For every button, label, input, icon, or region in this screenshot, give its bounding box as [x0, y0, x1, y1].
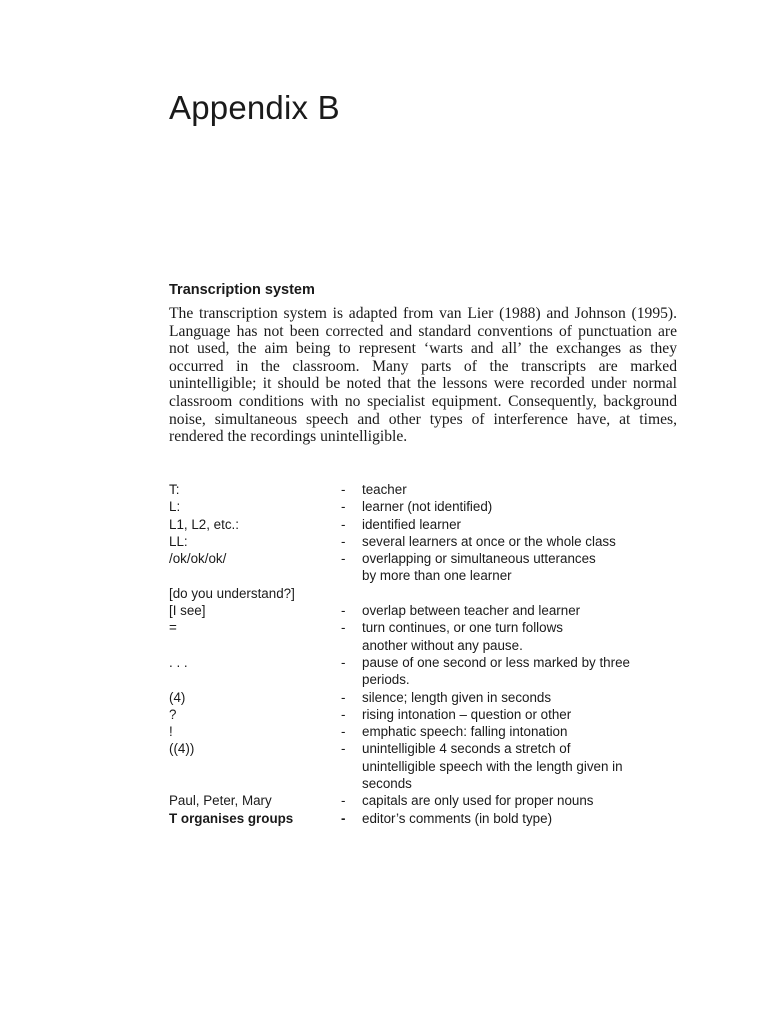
legend-row [169, 585, 689, 602]
legend-symbol: . . . [169, 654, 188, 670]
legend-row [169, 481, 689, 498]
legend-row [169, 792, 689, 809]
legend-symbol: LL: [169, 533, 188, 549]
legend-row [169, 654, 689, 689]
legend-description [362, 533, 689, 550]
legend-row [169, 602, 689, 619]
legend-row [169, 533, 689, 550]
legend-symbol: [do you understand?] [169, 585, 295, 601]
legend-description-line: identified learner [362, 516, 462, 532]
legend-description-line: unintelligible speech with the length given in [362, 758, 623, 774]
legend-dash: - [341, 620, 346, 636]
legend-row [169, 810, 689, 827]
legend-description-line: learner (not identified) [362, 499, 493, 515]
legend-row [169, 619, 689, 654]
legend-dash: - [341, 499, 346, 515]
legend-symbol: T organises groups [169, 810, 294, 826]
legend-description [362, 792, 689, 809]
legend-description-line: unintelligible 4 seconds a stretch of [362, 741, 571, 757]
legend-description-line: overlapping or simultaneous utterances [362, 551, 596, 567]
legend-symbol: ? [169, 706, 177, 722]
legend-description [362, 550, 689, 585]
intro-paragraph: The transcription system is adapted from van Lier (1988) and Johnson (1995). Language has not been corrected and standard conventions of punctuation are not used, the aim being to represent ‘warts and all’ the exchanges as they occurred in the classroom. Many parts of the transcripts are marked unintelligible; it should be noted that the lessons were recorded under normal classroom conditions with no specialist equipment. Consequently, background noise, simultaneous speech and other types of interference have, at times, rendered the recordings unintelligible. [169, 305, 677, 446]
legend-symbol: L: [169, 499, 181, 515]
legend-description-line: editor’s comments (in bold type) [362, 810, 553, 826]
legend-description-line: periods. [362, 672, 410, 688]
legend-dash: - [341, 793, 346, 809]
legend-symbol: = [169, 620, 177, 636]
legend-symbol: (4) [169, 689, 186, 705]
legend-dash: - [341, 654, 346, 670]
legend-row [169, 689, 689, 706]
legend-description [362, 602, 689, 619]
legend-dash: - [341, 603, 346, 619]
legend-row [169, 706, 689, 723]
legend-description-line: several learners at once or the whole class [362, 533, 616, 549]
legend-dash: - [341, 482, 346, 497]
legend-symbol: T: [169, 482, 180, 497]
legend-row [169, 550, 689, 585]
legend-row [169, 516, 689, 533]
legend-description-line: capitals are only used for proper nouns [362, 793, 594, 809]
section-heading: Transcription system [169, 282, 315, 298]
legend-dash: - [341, 706, 346, 722]
legend-description-line: seconds [362, 776, 412, 792]
legend-description-line: pause of one second or less marked by three [362, 654, 630, 670]
legend-symbol: Paul, Peter, Mary [169, 793, 272, 809]
legend-symbol: ((4)) [169, 741, 195, 757]
legend-dash: - [341, 741, 346, 757]
page-title: Appendix B [169, 89, 340, 126]
legend-description [362, 481, 689, 498]
legend-description-line: silence; length given in seconds [362, 689, 552, 705]
legend-description-line: overlap between teacher and learner [362, 603, 581, 619]
legend-dash: - [341, 689, 346, 705]
legend-description-line: another without any pause. [362, 637, 523, 653]
legend-description [362, 810, 689, 827]
legend-description [362, 619, 689, 654]
legend-description-line: by more than one learner [362, 568, 512, 584]
legend-dash: - [341, 551, 346, 567]
legend-description-line: teacher [362, 482, 407, 497]
legend-symbol: L1, L2, etc.: [169, 516, 239, 532]
legend-description [362, 654, 689, 689]
legend-description [362, 516, 689, 533]
legend-description-line: rising intonation – question or other [362, 706, 572, 722]
legend-dash: - [341, 810, 346, 826]
transcription-legend [169, 481, 689, 827]
legend-description [362, 723, 689, 740]
legend-dash: - [341, 516, 346, 532]
legend-row [169, 498, 689, 515]
legend-description-line: turn continues, or one turn follows [362, 620, 563, 636]
legend-description [362, 689, 689, 706]
legend-dash: - [341, 533, 346, 549]
legend-row [169, 723, 689, 740]
legend-symbol: [I see] [169, 603, 206, 619]
legend-description [362, 498, 689, 515]
legend-symbol: ! [169, 724, 173, 740]
legend-dash: - [341, 724, 346, 740]
legend-description [362, 740, 689, 792]
legend-row [169, 740, 689, 792]
legend-description [362, 706, 689, 723]
legend-symbol: /ok/ok/ok/ [169, 551, 227, 567]
legend-description-line: emphatic speech: falling intonation [362, 724, 568, 740]
